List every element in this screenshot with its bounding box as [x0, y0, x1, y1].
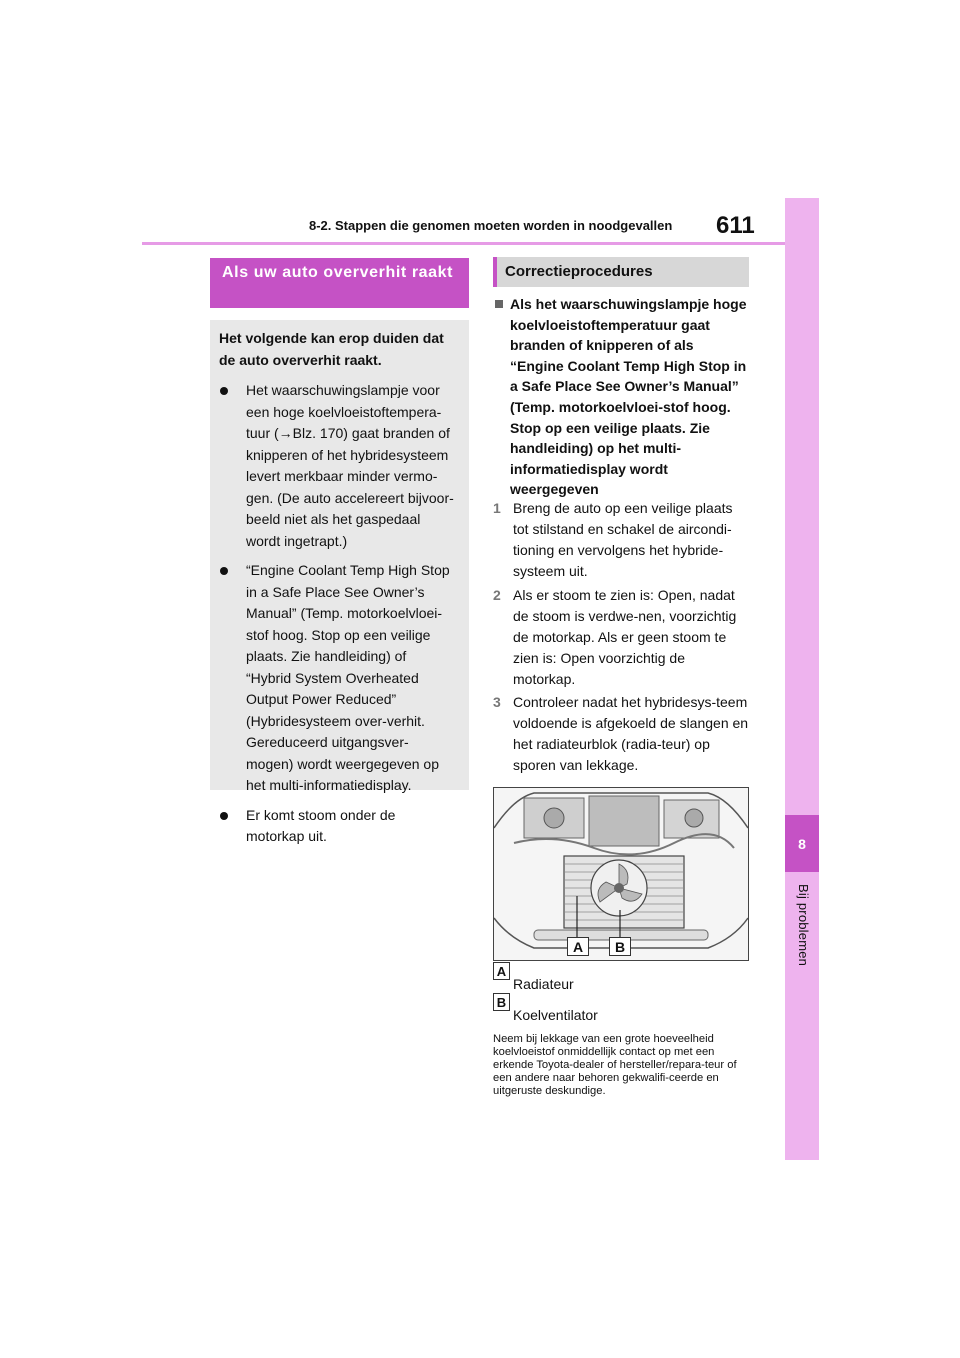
page-number: 611 — [716, 212, 755, 239]
symptom-box — [210, 320, 469, 844]
step-text: Controleer nadat het hybridesys-teem voldoende is afgekoeld de slangen en het radiateurblok (radia-teur) op sporen van lekkage. — [513, 694, 749, 773]
engine-bay-drawing — [494, 788, 748, 960]
bullet-icon — [220, 567, 228, 575]
procedure-step — [493, 498, 749, 582]
radiator-illustration — [493, 787, 749, 961]
symptom-text: “Engine Coolant Temp High Stop in a Safe Place See Owner’s Manual” (Temp. motorkoelvloei-stof hoog. Stop op een veilige plaats. Zie handleiding) of “Hybrid System Overheated Output Power Reduced” (Hybridesysteem over-verhit. Gereduceerd uitgangsver-mogen) wordt weergegeven op het multi-informatiedisplay. — [246, 562, 450, 793]
step-text: Als er stoom te zien is: Open, nadat de stoom is verdwe-nen, voorzichtig de motorkap. Als er geen stoom te zien is: Open voorzichtig de motorkap. — [513, 587, 737, 687]
chapter-side-tab — [785, 198, 819, 1160]
running-header: 8-2. Stappen die genomen moeten worden in noodgevallen — [309, 218, 673, 233]
symptom-text: Het waarschuwingslampje voor een hoge koelvloeistoftempera-tuur (→Blz. 170) gaat branden of knipperen of het hybridesysteem levert merkbaar minder vermo-gen. (De auto accelereert bijvoor-beeld niet als het gaspedaal wordt ingetrapt.) — [246, 382, 454, 549]
step-number: 2 — [493, 587, 501, 603]
square-bullet-icon — [495, 300, 503, 308]
step-number: 1 — [493, 500, 501, 516]
symptom-item — [219, 560, 455, 797]
section-heading-procedures: Correctieprocedures — [493, 257, 749, 287]
symptom-text: Er komt stoom onder de motorkap uit. — [246, 806, 396, 844]
procedure-step — [493, 692, 749, 776]
symptom-item — [219, 380, 455, 552]
callout-b: B — [609, 937, 631, 956]
step-text: Breng de auto op een veilige plaats tot stilstand en schakel de aircondi-tioning en vervolgens het hybride-systeem uit. — [513, 500, 733, 579]
legend-key: B — [493, 993, 510, 1011]
symptom-item — [219, 805, 455, 848]
symptom-intro: Het volgende kan erop duiden dat de auto oververhit raakt. — [219, 330, 444, 368]
procedure-condition-text: Als het waarschuwingslampje hoge koelvloeistoftemperatuur gaat branden of knipperen of als “Engine Coolant Temp High Stop in a Safe Place See Owner’s Manual” (Temp. motorkoelvloei-stof hoog. Stop op een veilige plaats. Zie handleiding) op het multi-informatiedisplay wordt weergegeven — [510, 296, 747, 498]
section-heading-overheat: Als uw auto oververhit raakt — [210, 258, 469, 308]
callout-a: A — [567, 937, 589, 956]
step-number: 3 — [493, 694, 501, 710]
procedure-condition — [493, 294, 749, 500]
procedure-step — [493, 585, 749, 690]
chapter-label: Bij problemen — [796, 884, 811, 967]
bullet-icon — [220, 812, 228, 820]
legend-label: Koelventilator — [513, 1007, 598, 1023]
leak-note: Neem bij lekkage van een grote hoeveelheid koelvloeistof onmiddellijk contact op met een erkende Toyota-dealer of hersteller/repara-teur of een andere naar behoren gekwalifi-ceerde en uitgeruste deskundige. — [493, 1033, 737, 1097]
legend-key: A — [493, 962, 510, 980]
chapter-number-box: 8 — [785, 815, 819, 872]
bullet-icon — [220, 387, 228, 395]
legend-label: Radiateur — [513, 976, 574, 992]
header-rule — [142, 242, 785, 245]
